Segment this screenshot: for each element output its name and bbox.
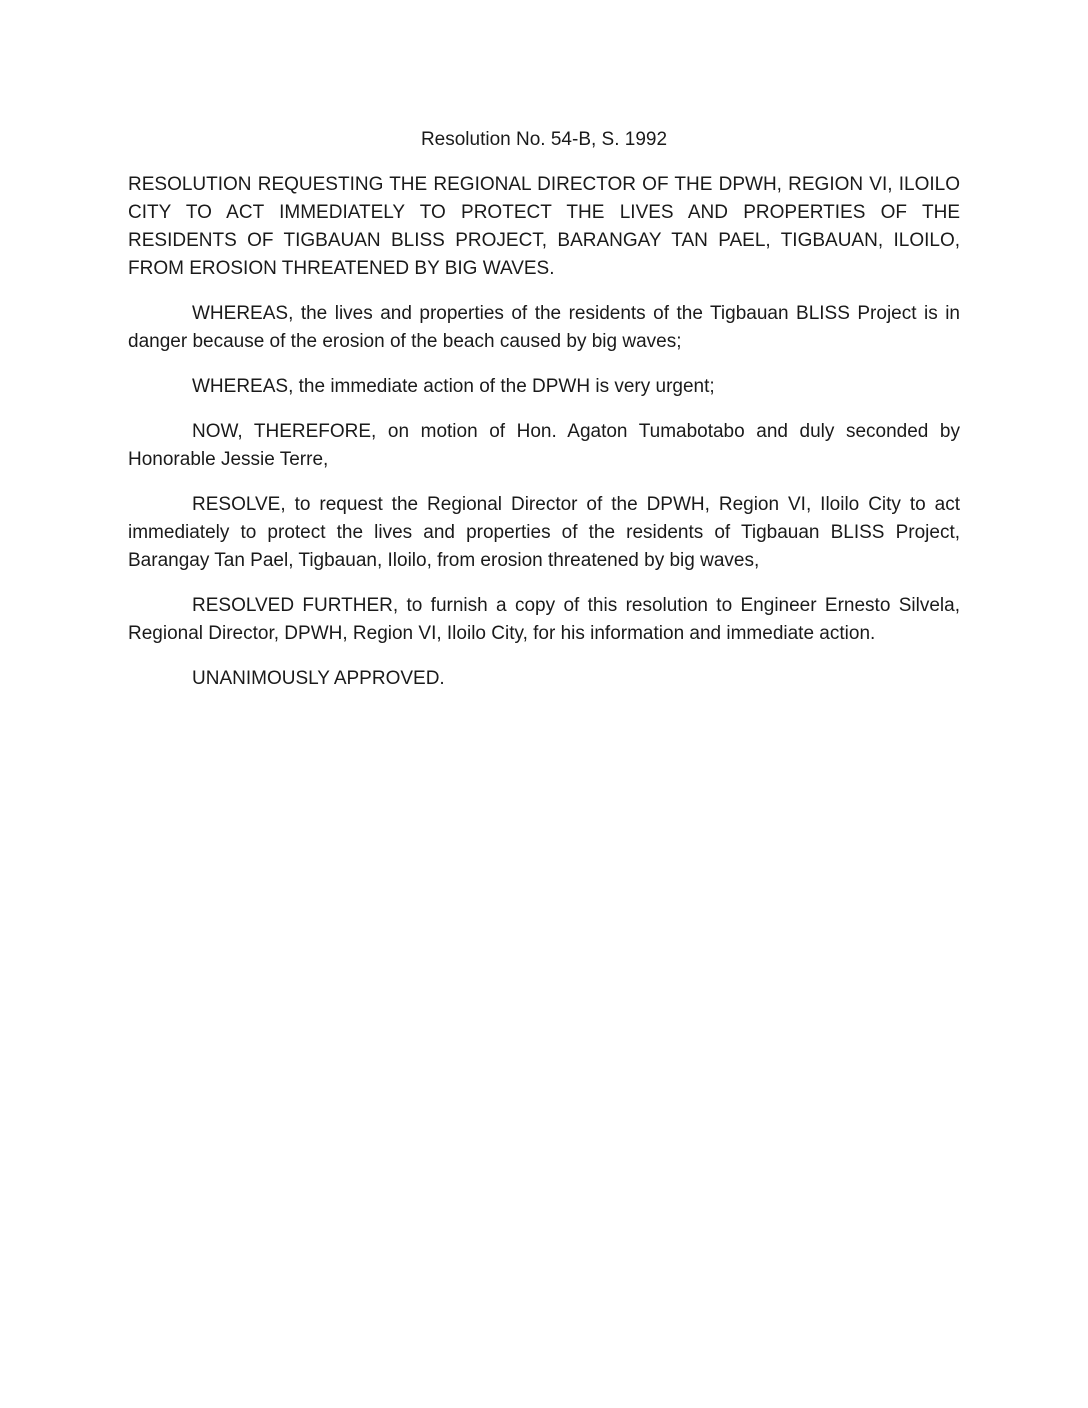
paragraph: UNANIMOUSLY APPROVED. <box>192 668 445 689</box>
paragraph: NOW, THEREFORE, on motion of Hon. Agaton Tumabotabo and duly seconded by Honorable Jessie Terre, <box>128 421 960 470</box>
paragraph: RESOLVE, to request the Regional Director of the DPWH, Region VI, Iloilo City to act immediately to protect the lives and properties of the residents of Tigbauan BLISS Project, Barangay Tan Pael, Tigbauan, Iloilo, from erosion threatened by big waves, <box>128 494 960 571</box>
document-title: Resolution No. 54-B, S. 1992 <box>420 129 668 150</box>
paragraph: RESOLVED FURTHER, to furnish a copy of this resolution to Engineer Ernesto Silvela, Regional Director, DPWH, Region VI, Iloilo City, for his information and immediate action. <box>128 595 960 644</box>
paragraph: WHEREAS, the immediate action of the DPWH is very urgent; <box>192 376 715 397</box>
document-body <box>128 171 960 693</box>
paragraph: RESOLUTION REQUESTING THE REGIONAL DIRECTOR OF THE DPWH, REGION VI, ILOILO CITY TO ACT IMMEDIATELY TO PROTECT THE LIVES AND PROPERTIES OF THE RESIDENTS OF TIGBAUAN BLISS PROJECT, BARANGAY TAN PAEL, TIGBAUAN, ILOILO, FROM EROSION THREATENED BY BIG WAVES. <box>128 174 960 279</box>
paragraph: WHEREAS, the lives and properties of the residents of the Tigbauan BLISS Project is in danger because of the erosion of the beach caused by big waves; <box>128 303 960 352</box>
